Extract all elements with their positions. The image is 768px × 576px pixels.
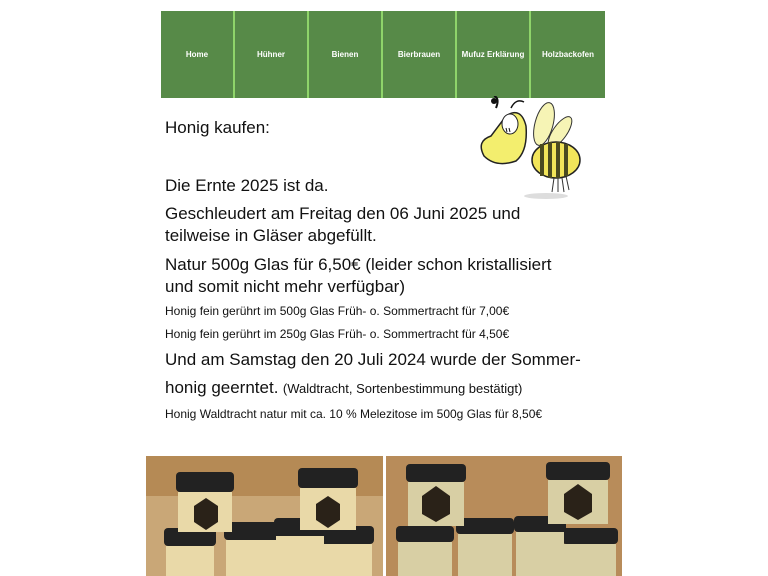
text-line: Und am Samstag den 20 Juli 2024 wurde der Sommer- — [165, 350, 581, 369]
harvest-text: Die Ernte 2025 ist da. — [165, 176, 329, 195]
text-note: (Waldtracht, Sortenbestimmung bestätigt) — [282, 381, 523, 396]
text-line: und somit nicht mehr verfügbar) — [165, 277, 405, 296]
price-line: Honig fein gerührt im 250g Glas Früh- o. Sommertracht für 4,50€ — [165, 327, 510, 341]
price-line: Honig fein gerührt im 500g Glas Früh- o. Sommertracht für 7,00€ — [165, 304, 510, 318]
text-line: teilweise in Gläser abgefüllt. — [165, 226, 377, 245]
honey-jars-photo-2 — [386, 456, 622, 576]
nav-bierbrauen[interactable]: Bierbrauen — [383, 11, 457, 98]
text-line: honig geerntet. — [165, 378, 279, 397]
nav-bienen[interactable]: Bienen — [309, 11, 383, 98]
nav-holzbackofen[interactable]: Holzbackofen — [531, 11, 605, 98]
bee-illustration — [476, 96, 591, 211]
honey-jars-photo-1 — [146, 456, 383, 576]
text-line: Geschleudert am Freitag den 06 Juni 2025 und — [165, 204, 521, 223]
text-line: Natur 500g Glas für 6,50€ (leider schon kristallisiert — [165, 255, 552, 274]
price-line: Honig Waldtracht natur mit ca. 10 % Melezitose im 500g Glas für 8,50€ — [165, 407, 543, 421]
nav-mufuz[interactable]: Mufuz Erklärung — [457, 11, 531, 98]
main-navigation — [161, 11, 605, 98]
nav-huehner[interactable]: Hühner — [235, 11, 309, 98]
nav-home[interactable]: Home — [161, 11, 235, 98]
page-heading: Honig kaufen: — [165, 118, 270, 137]
